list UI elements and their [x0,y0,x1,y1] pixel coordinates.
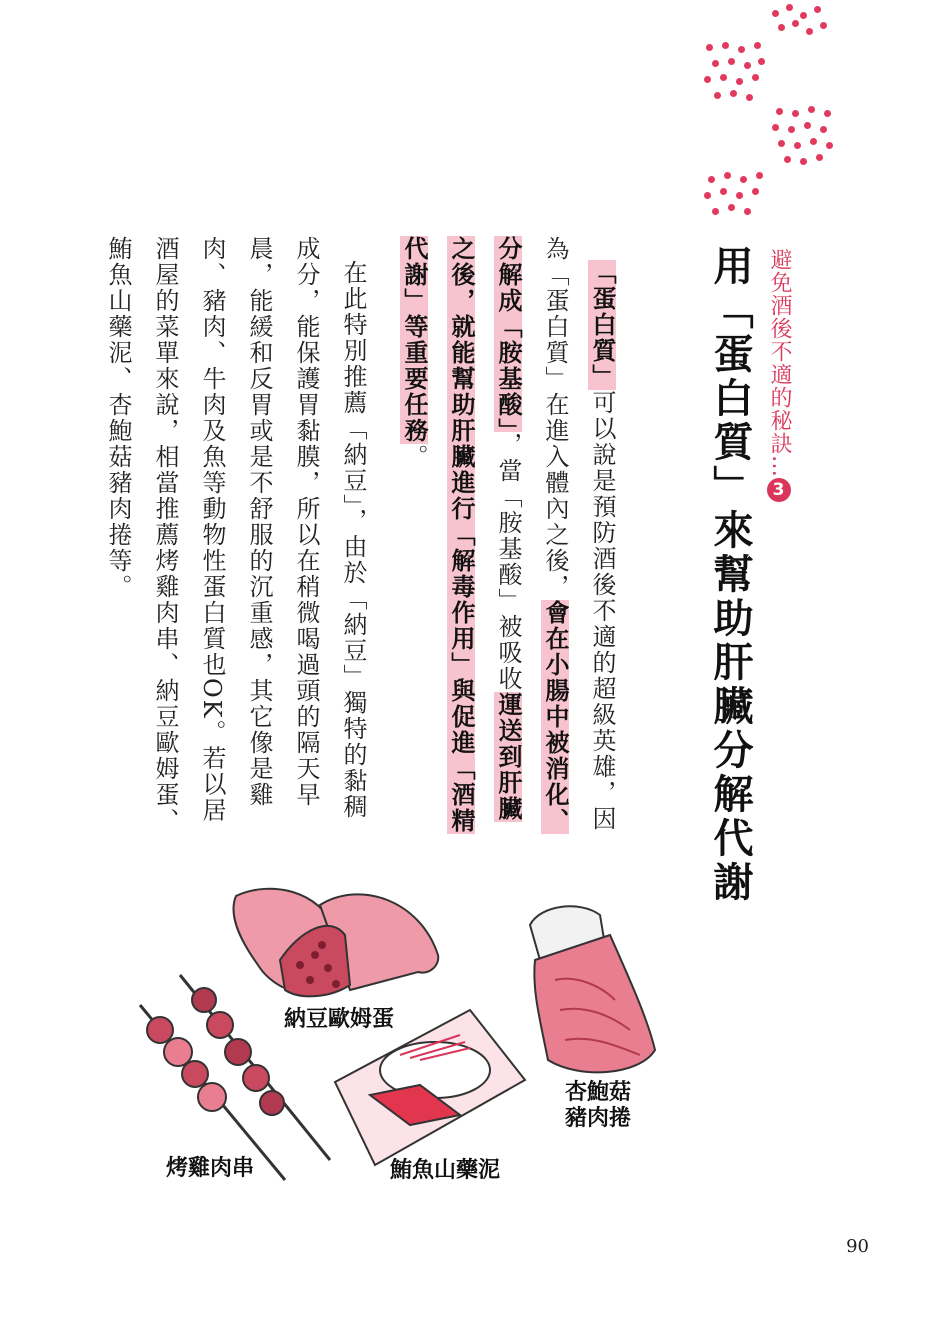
page-number: 90 [846,1236,869,1257]
eringi-pork-roll-illustration [530,906,655,1072]
paragraph-1-text-b: ，當「胺基酸」被吸收 [494,432,522,692]
paragraph-2: 在此特別推薦「納豆」，由於「納豆」獨特的黏稠成分，能保護胃黏膜，所以在稍微喝過頭的隔天早晨，能緩和反胃或是不舒服的沉重感，其它像是雞肉、豬肉、牛肉及魚等動物性蛋白質也OK。若以居酒屋的菜單來說，相當推薦烤雞肉串、納豆歐姆蛋、鮪魚山藥泥、杏鮑菇豬肉捲等。 [104,236,367,834]
section-number-badge: 3 [767,478,791,502]
label-yakitori: 烤雞肉串 [166,1156,255,1181]
subtitle-text: 避免酒後不適的秘訣… [767,248,792,478]
highlight-digestion: 會在小腸中被消化、分解成「胺基酸」 [494,236,569,834]
natto-omelet-illustration [233,889,438,997]
page-title: 用「蛋白質」來幫助肝臟分解代謝 [707,245,753,905]
label-eringi-pork-line1: 杏鮑菇 [565,1080,632,1105]
paragraph-1-text-c: 。 [400,444,428,470]
paragraph-1-text-a: 可以說是預防酒後不適的超級英雄，因為「蛋白質」在進入體內之後， [541,236,616,832]
label-natto-omelet: 納豆歐姆蛋 [284,1007,395,1032]
label-eringi-pork-line2: 豬肉捲 [565,1106,632,1131]
highlight-protein: 「蛋白質」 [588,260,616,390]
highlight-liver-tasks: 運送到肝臟之後，就能幫助肝臟進行「解毒作用」與促進「酒精代謝」等重要任務 [400,236,522,834]
label-tuna-yam: 鮪魚山藥泥 [390,1158,501,1183]
